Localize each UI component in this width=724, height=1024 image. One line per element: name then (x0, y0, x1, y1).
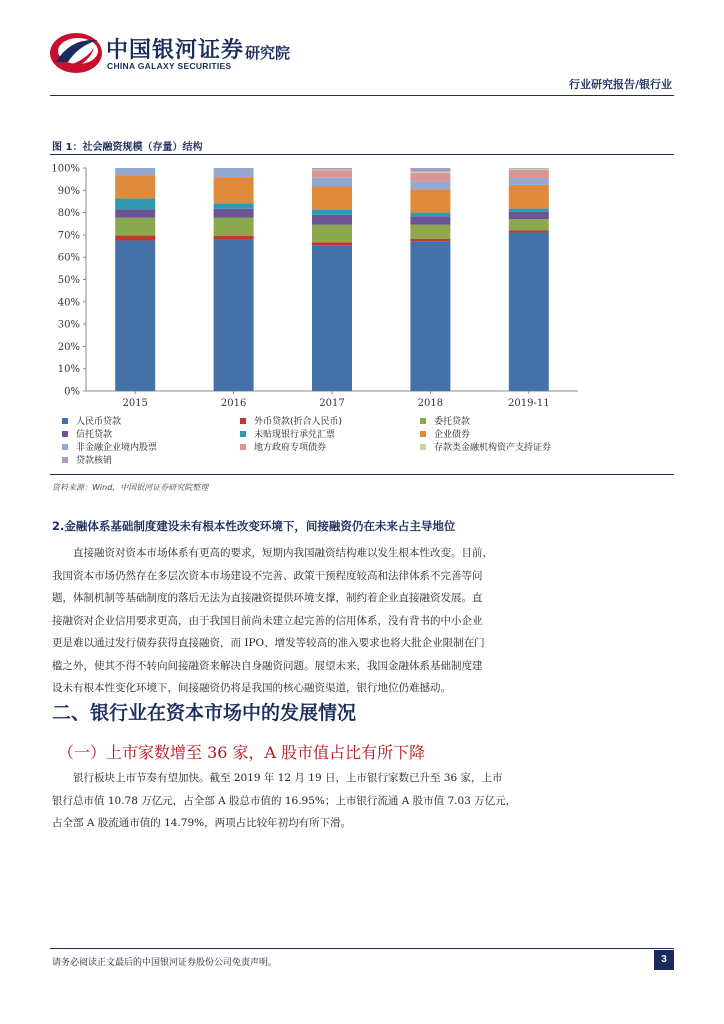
report-type: 行业研究报告/银行业 (568, 78, 672, 91)
bar-segment (312, 215, 352, 225)
institute-label: 研究院 (245, 44, 291, 62)
bar-segment (410, 173, 450, 181)
bar-segment (410, 213, 450, 217)
bar-segment (312, 209, 352, 215)
section-heading: 2.金融体系基础制度建设未有根本性改变环境下，间接融资仍在未来占主导地位 (52, 519, 456, 533)
x-tick-label: 2019-11 (508, 398, 550, 409)
bar-segment (115, 236, 155, 241)
bar-segment (115, 199, 155, 210)
legend-item (420, 427, 470, 440)
bar-segment (312, 245, 352, 391)
bar-segment (115, 240, 155, 391)
header-divider (50, 95, 674, 96)
bar-segment (214, 177, 254, 203)
bar-segment (410, 181, 450, 189)
figure-bottom-rule (50, 474, 674, 475)
legend-swatch (420, 418, 426, 424)
bar-segment (312, 168, 352, 170)
legend-label: 信托贷款 (76, 430, 113, 440)
legend-label: 未贴现银行承兑汇票 (254, 430, 336, 440)
legend-swatch (240, 418, 246, 424)
footer-disclaimer: 请务必阅读正文最后的中国银河证券股份公司免责声明。 (52, 958, 278, 968)
chapter-paragraph (52, 767, 672, 835)
bar-segment (410, 216, 450, 224)
y-tick-label: 60% (57, 252, 80, 264)
y-tick-label: 70% (57, 230, 80, 242)
chapter-title: 二、银行业在资本市场中的发展情况 (52, 702, 357, 724)
bar-segment (509, 230, 549, 232)
bar-segment (312, 225, 352, 243)
bar-segment (214, 209, 254, 218)
stacked-bar-chart (50, 158, 674, 414)
bar-segment (410, 172, 450, 173)
legend-swatch (240, 431, 246, 437)
paragraph-line: 直接融资对资本市场体系有更高的要求，短期内我国融资结构难以发生根本性改变。目前， (52, 547, 493, 559)
x-tick-label: 2018 (417, 398, 444, 409)
legend-label: 人民币贷款 (76, 417, 122, 427)
paragraph-line: 接融资对企业信用要求更高，由于我国目前尚未建立起完善的信用体系，没有背书的中小企业 (52, 614, 483, 627)
bar-segment (312, 178, 352, 187)
bar-segment (312, 170, 352, 171)
bar-segment (214, 168, 254, 177)
bar-segment (509, 185, 549, 209)
brand-name-cn: 中国银河证券 (106, 38, 245, 63)
legend-item (420, 440, 551, 453)
legend-item (420, 414, 470, 427)
y-tick-label: 100% (51, 163, 80, 175)
bar-segment (509, 232, 549, 391)
y-tick-label: 0% (64, 386, 80, 398)
bar-segment (214, 218, 254, 237)
legend-swatch (62, 418, 68, 424)
legend-swatch (62, 444, 68, 450)
bar-segment (509, 169, 549, 170)
x-tick-label: 2015 (122, 398, 148, 409)
bar-segment (410, 241, 450, 391)
bar-segment (410, 168, 450, 172)
bar-segment (214, 236, 254, 240)
bar-segment (115, 209, 155, 217)
paragraph-line: 槛之外，使其不得不转向间接融资来解决自身融资问题。展望未来，我国金融体系基础制度建 (52, 659, 483, 672)
legend-item (62, 453, 112, 466)
bar-segment (214, 240, 254, 391)
legend-label: 地方政府专项债券 (254, 443, 327, 453)
legend-item (62, 427, 112, 440)
page-number: 3 (654, 950, 674, 970)
bar-segment (312, 187, 352, 210)
brand-name-en: CHINA GALAXY SECURITIES (107, 61, 232, 71)
legend-item (62, 414, 121, 427)
paragraph-line: 占全部 A 股流通市值的 14.79%，两项占比较年初均有所下滑。 (52, 817, 352, 829)
legend-swatch (240, 444, 246, 450)
bar-segment (410, 189, 450, 212)
bar-segment (509, 212, 549, 219)
figure-top-rule (50, 154, 674, 155)
bar-segment (115, 168, 155, 175)
legend-label: 非金融企业境内股票 (76, 443, 158, 453)
paragraph-line: 银行总市值 10.78 万亿元，占全部 A 股总市值的 16.95%；上市银行流通 A 股市值 7.03 万亿元， (52, 794, 517, 807)
bar-segment (509, 178, 549, 185)
figure-source: 资料来源：Wind，中国银河证券研究院整理 (52, 483, 209, 492)
x-tick-label: 2016 (220, 398, 247, 409)
legend-item (240, 440, 326, 453)
y-tick-label: 40% (57, 297, 80, 309)
section-paragraph (52, 542, 672, 700)
legend-item (240, 427, 335, 440)
subsection-title: （一）上市家数增至 36 家，A 股市值占比有所下降 (58, 743, 426, 762)
bar-segment (312, 242, 352, 245)
paragraph-line: 更是难以通过发行债券获得直接融资，而 IPO、增发等较高的准入要求也将大批企业限制在门 (52, 637, 485, 649)
galaxy-logo-icon (48, 28, 104, 78)
y-tick-label: 80% (57, 208, 80, 220)
y-tick-label: 50% (57, 275, 80, 286)
legend-item (62, 440, 157, 453)
paragraph-line: 题，体制机制等基础制度的落后无法为直接融资提供环境支撑，制约着企业直接融资发展。直 (52, 592, 483, 604)
footer-divider (50, 948, 674, 949)
legend-label: 企业债券 (434, 430, 471, 440)
bar-segment (214, 203, 254, 209)
legend-label: 委托贷款 (434, 417, 471, 427)
legend-label: 存款类金融机构资产支持证券 (434, 443, 552, 453)
bar-segment (312, 170, 352, 178)
legend-swatch (420, 431, 426, 437)
legend-swatch (420, 444, 426, 450)
paragraph-line: 银行板块上市节奏有望加快。截至 2019 年 12 月 19 日，上市银行家数已升至 36 家，上市 (52, 772, 503, 784)
paragraph-line: 我国资本市场仍然存在多层次资本市场建设不完善、政策干预程度较高和法律体系不完善等问 (52, 569, 483, 582)
paragraph-line: 设未有根本性变化环境下，间接融资仍将是我国的核心融资渠道，银行地位仍难撼动。 (52, 682, 451, 694)
bar-segment (509, 170, 549, 178)
bar-segment (410, 225, 450, 239)
bar-segment (509, 168, 549, 169)
y-tick-label: 20% (57, 341, 80, 353)
x-tick-label: 2017 (319, 398, 345, 409)
bar-segment (509, 219, 549, 230)
legend-label: 贷款核销 (76, 456, 113, 466)
y-tick-label: 10% (57, 364, 80, 376)
figure-title: 图 1：社会融资规模（存量）结构 (52, 142, 203, 153)
legend-item (240, 414, 342, 427)
bar-segment (509, 209, 549, 212)
legend-swatch (62, 457, 68, 463)
bar-segment (115, 218, 155, 236)
bar-segment (115, 175, 155, 198)
legend-label: 外币贷款(折合人民币) (254, 417, 343, 427)
bar-segment (410, 239, 450, 241)
y-tick-label: 90% (57, 185, 80, 197)
y-tick-label: 30% (57, 319, 80, 331)
legend-swatch (62, 431, 68, 437)
